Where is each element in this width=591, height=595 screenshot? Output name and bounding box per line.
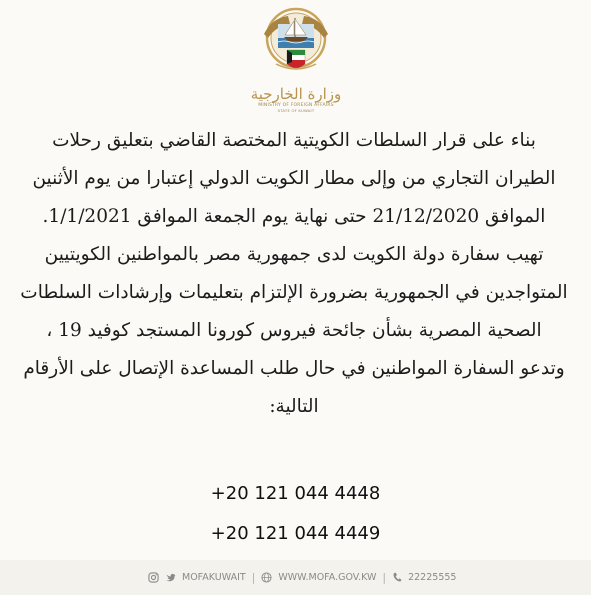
web-icon: [261, 572, 272, 583]
announcement-text: [14, 122, 574, 426]
country-name-english: STATE OF KUWAIT: [277, 108, 315, 113]
announcement-line: وتدعو السفارة المواطنين في حال طلب المساعدة الإتصال على الأرقام: [23, 358, 565, 379]
phone-icon: [392, 572, 402, 583]
separator: |: [382, 570, 387, 584]
ministry-name-arabic: وزارة الخارجية: [250, 85, 342, 103]
kuwait-emblem-icon: [254, 4, 338, 88]
announcement-line: المتواجدين في الجمهورية بضرورة الإلتزام بتعليمات وإرشادات السلطات: [20, 282, 568, 303]
ministry-name-english: MINISTRY OF FOREIGN AFFAIRS: [258, 103, 334, 108]
announcement-line: بناء على قرار السلطات الكويتية المختصة القاضي بتعليق رحلات: [52, 130, 536, 151]
announcement-line: تهيب سفارة دولة الكويت لدى جمهورية مصر بالمواطنين الكويتيين: [44, 244, 544, 265]
announcement-line: الطيران التجاري من وإلى مطار الكويت الدولي إعتبارا من يوم الأثنين: [32, 168, 556, 189]
separator: |: [251, 570, 256, 584]
footer-phone-number[interactable]: 22225555: [408, 571, 457, 583]
header: [0, 0, 591, 115]
website-link[interactable]: WWW.MOFA.GOV.KW: [278, 571, 377, 583]
instagram-icon[interactable]: [148, 572, 159, 583]
announcement-line: الصحية المصرية بشأن جائحة فيروس كورونا المستجد كوفيد 19 ،: [46, 320, 542, 341]
phone-number-2[interactable]: +20 121 044 4449: [210, 523, 381, 544]
announcement-line: الموافق 21/12/2020 حتى نهاية يوم الجمعة الموافق 1/1/2021.: [42, 206, 546, 227]
social-handle[interactable]: MOFAKUWAIT: [182, 571, 246, 583]
footer: [0, 560, 591, 595]
phone-number-1[interactable]: +20 121 044 4448: [210, 483, 381, 504]
twitter-icon[interactable]: [165, 572, 176, 583]
announcement-line: التالية:: [269, 396, 319, 417]
footer-contact-bar: [148, 568, 456, 586]
